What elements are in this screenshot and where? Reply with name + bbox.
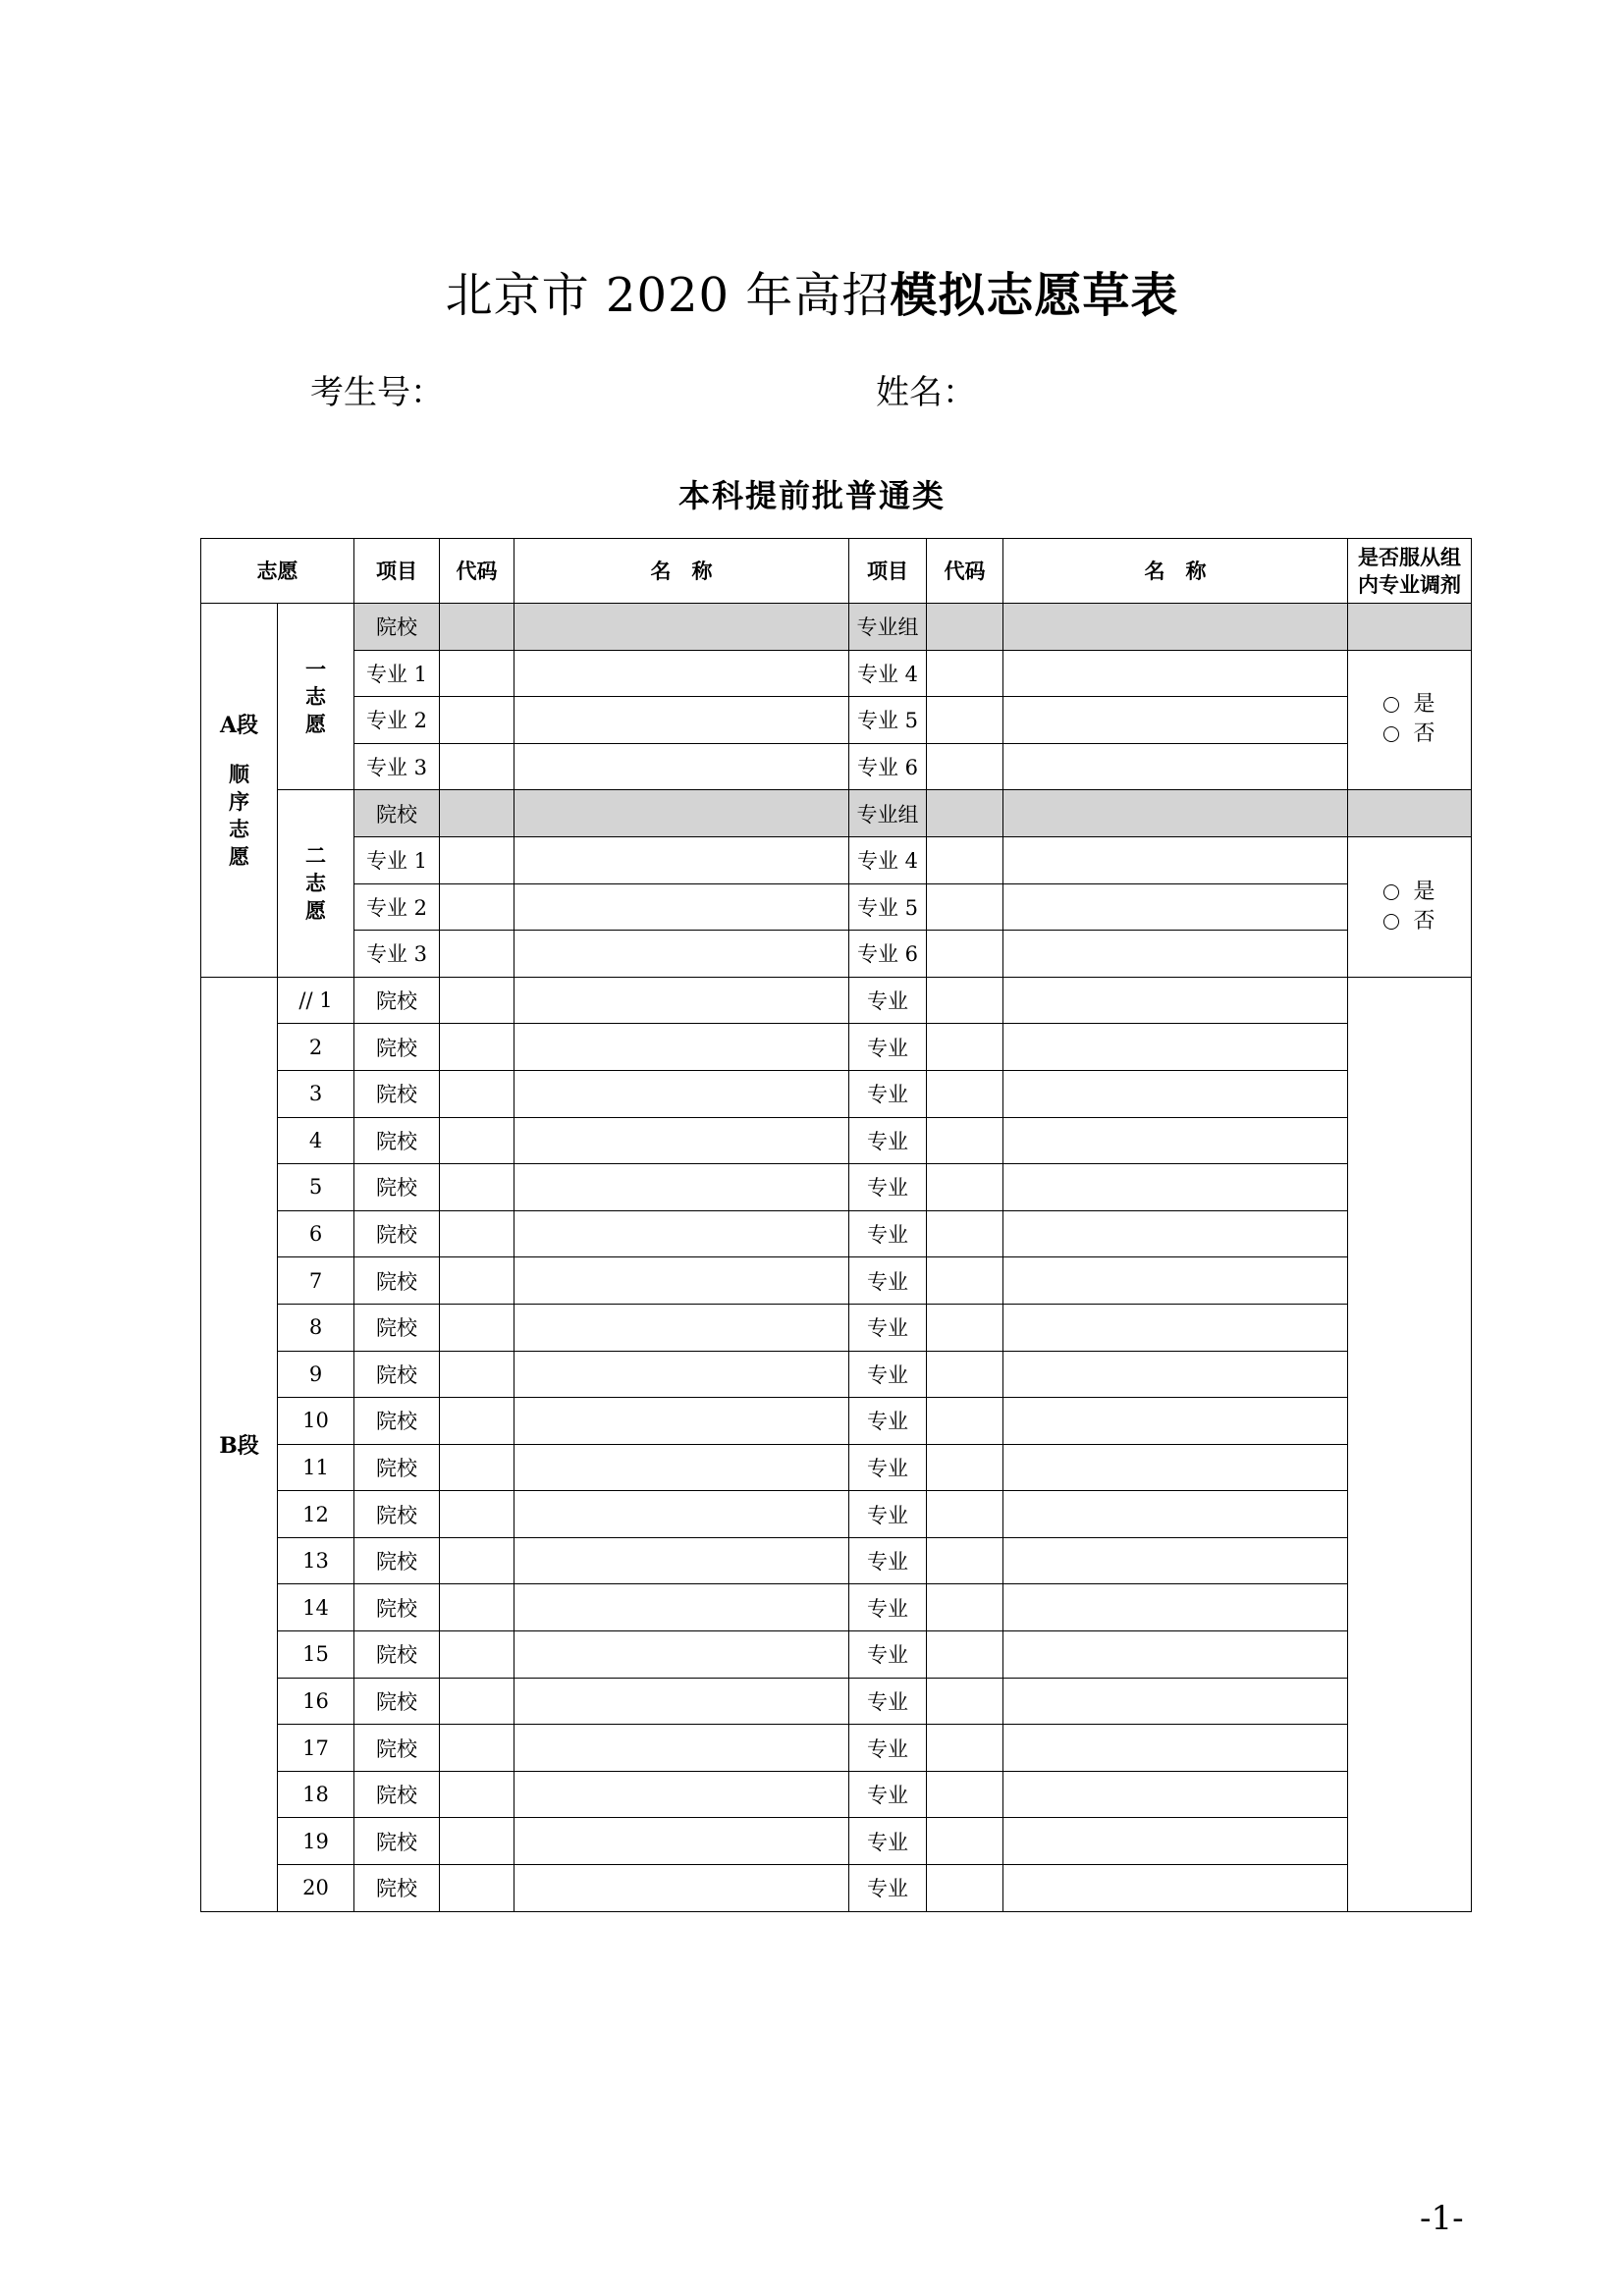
b-major-name-cell[interactable] <box>1003 1771 1348 1818</box>
b-row-number: 8 <box>278 1304 354 1351</box>
major-left-code-cell[interactable] <box>440 931 514 978</box>
b-major-label: 专业 <box>849 1818 927 1865</box>
radio-circle-icon[interactable] <box>1383 697 1399 713</box>
b-school-label: 院校 <box>354 1257 440 1305</box>
a-group-school-row <box>201 604 1472 651</box>
obey-yes-label: 是 <box>1413 692 1435 718</box>
b-major-name-cell[interactable] <box>1003 1818 1348 1865</box>
b-major-label: 专业 <box>849 1117 927 1164</box>
b-row-number: 10 <box>278 1398 354 1445</box>
b-row <box>201 1865 1472 1912</box>
b-major-name-cell[interactable] <box>1003 1304 1348 1351</box>
b-school-code-cell[interactable] <box>440 1351 514 1398</box>
b-school-label: 院校 <box>354 1164 440 1211</box>
b-major-code-cell[interactable] <box>927 1865 1003 1912</box>
section-subtitle: 本科提前批普通类 <box>677 477 946 514</box>
radio-circle-icon[interactable] <box>1383 726 1399 742</box>
b-school-code-cell[interactable] <box>440 1304 514 1351</box>
b-section-label-cell <box>201 977 278 1911</box>
b-school-label: 院校 <box>354 1725 440 1772</box>
b-major-name-cell[interactable] <box>1003 1024 1348 1071</box>
radio-circle-icon[interactable] <box>1383 914 1399 930</box>
application-form-table <box>200 538 1472 1912</box>
obey-cell-blank <box>1348 604 1472 651</box>
school-label: 院校 <box>354 790 440 837</box>
b-school-name-cell[interactable] <box>514 1024 849 1071</box>
major-right-name-cell[interactable] <box>1003 836 1348 883</box>
b-row-number: 20 <box>278 1865 354 1912</box>
b-row-number: 15 <box>278 1631 354 1679</box>
b-row <box>201 1631 1472 1679</box>
b-school-label: 院校 <box>354 1304 440 1351</box>
name-label: 姓名： <box>876 373 976 412</box>
major-right-name-cell[interactable] <box>1003 883 1348 931</box>
b-school-name-cell[interactable] <box>514 1818 849 1865</box>
b-school-label: 院校 <box>354 977 440 1024</box>
b-row-number: 18 <box>278 1771 354 1818</box>
b-major-name-cell[interactable] <box>1003 1631 1348 1679</box>
b-row-number: 6 <box>278 1210 354 1257</box>
obey-yes-option[interactable] <box>1348 878 1471 907</box>
a-major-row <box>201 836 1472 883</box>
major-right-label: 专业 5 <box>849 883 927 931</box>
a-major-row <box>201 650 1472 697</box>
header-obey-adjust: 是否服从组内专业调剂 <box>1348 539 1472 604</box>
b-major-code-cell[interactable] <box>927 1771 1003 1818</box>
b-school-name-cell[interactable] <box>514 1398 849 1445</box>
a-section-label-cell <box>201 604 278 978</box>
b-school-name-cell[interactable] <box>514 977 849 1024</box>
obey-adjust-cell <box>1348 836 1472 977</box>
a-group-label-cell <box>278 604 354 790</box>
major-left-code-cell[interactable] <box>440 743 514 790</box>
b-major-name-cell[interactable] <box>1003 1537 1348 1584</box>
obey-yes-option[interactable] <box>1348 690 1471 720</box>
b-major-code-cell[interactable] <box>927 1257 1003 1305</box>
b-school-code-cell[interactable] <box>440 1725 514 1772</box>
b-major-label: 专业 <box>849 1257 927 1305</box>
b-major-label: 专业 <box>849 1164 927 1211</box>
header-row <box>201 539 1472 604</box>
b-major-name-cell[interactable] <box>1003 1164 1348 1211</box>
obey-no-label: 否 <box>1413 721 1435 747</box>
b-major-name-cell[interactable] <box>1003 1725 1348 1772</box>
header-code-2: 代码 <box>927 539 1003 604</box>
b-major-code-cell[interactable] <box>927 1678 1003 1725</box>
b-school-label: 院校 <box>354 1678 440 1725</box>
b-school-name-cell[interactable] <box>514 1304 849 1351</box>
b-school-name-cell[interactable] <box>514 1678 849 1725</box>
header-zhiyuan: 志愿 <box>201 539 354 604</box>
b-row-number: 19 <box>278 1818 354 1865</box>
b-obey-blank-cell <box>1348 977 1472 1911</box>
b-school-name-cell[interactable] <box>514 1631 849 1679</box>
b-major-code-cell[interactable] <box>927 1351 1003 1398</box>
b-major-name-cell[interactable] <box>1003 1398 1348 1445</box>
major-right-label: 专业 4 <box>849 650 927 697</box>
b-school-name-cell[interactable] <box>514 1584 849 1631</box>
b-school-code-cell[interactable] <box>440 1537 514 1584</box>
school-code-cell[interactable] <box>440 604 514 651</box>
b-major-label: 专业 <box>849 1024 927 1071</box>
b-school-label: 院校 <box>354 1491 440 1538</box>
major-group-label: 专业组 <box>849 604 927 651</box>
major-left-name-cell[interactable] <box>514 697 849 744</box>
a-group-label-cell <box>278 790 354 977</box>
major-left-code-cell[interactable] <box>440 883 514 931</box>
a-group-school-row <box>201 790 1472 837</box>
major-group-label: 专业组 <box>849 790 927 837</box>
b-school-code-cell[interactable] <box>440 1117 514 1164</box>
b-row <box>201 1491 1472 1538</box>
b-major-code-cell[interactable] <box>927 1210 1003 1257</box>
header-item-2: 项目 <box>849 539 927 604</box>
b-row <box>201 1210 1472 1257</box>
major-left-code-cell[interactable] <box>440 650 514 697</box>
b-major-code-cell[interactable] <box>927 1491 1003 1538</box>
a-major-row <box>201 883 1472 931</box>
b-row <box>201 1771 1472 1818</box>
b-major-label: 专业 <box>849 1304 927 1351</box>
b-row <box>201 977 1472 1024</box>
b-school-label: 院校 <box>354 1351 440 1398</box>
header-name: 名 称 <box>514 539 849 604</box>
page-number: -1- <box>1420 2199 1464 2238</box>
b-major-code-cell[interactable] <box>927 1070 1003 1117</box>
b-school-label: 院校 <box>354 1584 440 1631</box>
b-school-name-cell[interactable] <box>514 1771 849 1818</box>
major-right-name-cell[interactable] <box>1003 743 1348 790</box>
major-left-label: 专业 2 <box>354 697 440 744</box>
b-major-code-cell[interactable] <box>927 1024 1003 1071</box>
b-school-name-cell[interactable] <box>514 1070 849 1117</box>
major-left-code-cell[interactable] <box>440 697 514 744</box>
a-major-row <box>201 697 1472 744</box>
b-major-code-cell[interactable] <box>927 1725 1003 1772</box>
major-left-label: 专业 3 <box>354 931 440 978</box>
b-major-name-cell[interactable] <box>1003 1070 1348 1117</box>
obey-yes-label: 是 <box>1413 879 1435 904</box>
b-school-code-cell[interactable] <box>440 977 514 1024</box>
b-major-label: 专业 <box>849 1631 927 1679</box>
b-major-label: 专业 <box>849 1210 927 1257</box>
radio-circle-icon[interactable] <box>1383 884 1399 900</box>
b-major-code-cell[interactable] <box>927 1537 1003 1584</box>
major-group-code-cell[interactable] <box>927 604 1003 651</box>
b-major-name-cell[interactable] <box>1003 1678 1348 1725</box>
b-major-name-cell[interactable] <box>1003 1210 1348 1257</box>
major-left-name-cell[interactable] <box>514 931 849 978</box>
a-major-row <box>201 743 1472 790</box>
b-major-label: 专业 <box>849 1444 927 1491</box>
b-school-name-cell[interactable] <box>514 1351 849 1398</box>
b-school-label: 院校 <box>354 1398 440 1445</box>
a-section-label: A段 <box>219 713 259 739</box>
b-school-code-cell[interactable] <box>440 1164 514 1211</box>
b-major-code-cell[interactable] <box>927 1631 1003 1679</box>
b-school-code-cell[interactable] <box>440 1024 514 1071</box>
b-major-code-cell[interactable] <box>927 1117 1003 1164</box>
b-major-code-cell[interactable] <box>927 1164 1003 1211</box>
major-left-name-cell[interactable] <box>514 836 849 883</box>
b-major-label: 专业 <box>849 1491 927 1538</box>
b-school-name-cell[interactable] <box>514 1865 849 1912</box>
b-school-name-cell[interactable] <box>514 1117 849 1164</box>
b-school-name-cell[interactable] <box>514 1725 849 1772</box>
major-group-name-cell[interactable] <box>1003 604 1348 651</box>
b-major-label: 专业 <box>849 1678 927 1725</box>
major-right-code-cell[interactable] <box>927 836 1003 883</box>
b-school-name-cell[interactable] <box>514 1537 849 1584</box>
b-school-label: 院校 <box>354 1117 440 1164</box>
b-row <box>201 1584 1472 1631</box>
b-major-label: 专业 <box>849 1398 927 1445</box>
b-school-code-cell[interactable] <box>440 1865 514 1912</box>
major-right-label: 专业 4 <box>849 836 927 883</box>
b-major-name-cell[interactable] <box>1003 1351 1348 1398</box>
major-right-code-cell[interactable] <box>927 650 1003 697</box>
b-school-code-cell[interactable] <box>440 1398 514 1445</box>
school-name-cell[interactable] <box>514 604 849 651</box>
header-name-2: 名 称 <box>1003 539 1348 604</box>
a-section-label2: 顺序志愿 <box>229 762 249 870</box>
exam-number-label: 考生号： <box>310 373 444 412</box>
a-group-label: 一志愿 <box>305 656 326 736</box>
major-right-code-cell[interactable] <box>927 743 1003 790</box>
b-major-label: 专业 <box>849 1351 927 1398</box>
b-school-label: 院校 <box>354 1444 440 1491</box>
obey-adjust-cell <box>1348 650 1472 790</box>
b-row <box>201 1070 1472 1117</box>
b-major-code-cell[interactable] <box>927 1584 1003 1631</box>
b-row-number: 14 <box>278 1584 354 1631</box>
b-row <box>201 1818 1472 1865</box>
major-right-label: 专业 6 <box>849 743 927 790</box>
b-school-name-cell[interactable] <box>514 1210 849 1257</box>
obey-cell-blank <box>1348 790 1472 837</box>
b-major-code-cell[interactable] <box>927 1444 1003 1491</box>
b-row-number: 3 <box>278 1070 354 1117</box>
b-major-label: 专业 <box>849 1725 927 1772</box>
b-major-code-cell[interactable] <box>927 1304 1003 1351</box>
b-row-number: 5 <box>278 1164 354 1211</box>
b-school-code-cell[interactable] <box>440 1210 514 1257</box>
a-section <box>201 604 1472 978</box>
major-right-code-cell[interactable] <box>927 883 1003 931</box>
b-row-number: 7 <box>278 1257 354 1305</box>
b-section-label: B段 <box>219 1432 259 1459</box>
b-major-label: 专业 <box>849 1865 927 1912</box>
obey-no-option[interactable] <box>1348 907 1471 936</box>
b-row-number: 11 <box>278 1444 354 1491</box>
b-row-number: 17 <box>278 1725 354 1772</box>
major-group-name-cell[interactable] <box>1003 790 1348 837</box>
b-major-name-cell[interactable] <box>1003 1257 1348 1305</box>
b-school-code-cell[interactable] <box>440 1491 514 1538</box>
b-major-label: 专业 <box>849 1771 927 1818</box>
header-code: 代码 <box>440 539 514 604</box>
b-row-number: 13 <box>278 1537 354 1584</box>
b-school-label: 院校 <box>354 1024 440 1071</box>
major-left-label: 专业 1 <box>354 836 440 883</box>
school-label: 院校 <box>354 604 440 651</box>
major-right-label: 专业 6 <box>849 931 927 978</box>
b-school-label: 院校 <box>354 1818 440 1865</box>
major-left-name-cell[interactable] <box>514 650 849 697</box>
major-right-name-cell[interactable] <box>1003 697 1348 744</box>
a-major-row <box>201 931 1472 978</box>
header-item: 项目 <box>354 539 440 604</box>
b-school-code-cell[interactable] <box>440 1678 514 1725</box>
b-row <box>201 1398 1472 1445</box>
b-major-code-cell[interactable] <box>927 1398 1003 1445</box>
b-school-name-cell[interactable] <box>514 1164 849 1211</box>
b-major-label: 专业 <box>849 977 927 1024</box>
b-row <box>201 1537 1472 1584</box>
b-school-code-cell[interactable] <box>440 1257 514 1305</box>
b-school-name-cell[interactable] <box>514 1444 849 1491</box>
b-major-name-cell[interactable] <box>1003 1117 1348 1164</box>
major-right-name-cell[interactable] <box>1003 931 1348 978</box>
b-row <box>201 1725 1472 1772</box>
major-left-code-cell[interactable] <box>440 836 514 883</box>
major-left-name-cell[interactable] <box>514 883 849 931</box>
b-row <box>201 1024 1472 1071</box>
b-major-name-cell[interactable] <box>1003 1584 1348 1631</box>
b-school-code-cell[interactable] <box>440 1771 514 1818</box>
b-school-label: 院校 <box>354 1631 440 1679</box>
major-right-code-cell[interactable] <box>927 931 1003 978</box>
b-row <box>201 1257 1472 1305</box>
b-row-number: 2 <box>278 1024 354 1071</box>
b-school-code-cell[interactable] <box>440 1818 514 1865</box>
b-major-name-cell[interactable] <box>1003 1444 1348 1491</box>
b-section <box>201 977 1472 1911</box>
school-name-cell[interactable] <box>514 790 849 837</box>
major-left-label: 专业 1 <box>354 650 440 697</box>
b-major-code-cell[interactable] <box>927 977 1003 1024</box>
b-major-label: 专业 <box>849 1537 927 1584</box>
b-school-name-cell[interactable] <box>514 1257 849 1305</box>
b-row-number: 4 <box>278 1117 354 1164</box>
major-right-name-cell[interactable] <box>1003 650 1348 697</box>
obey-no-option[interactable] <box>1348 720 1471 749</box>
major-right-code-cell[interactable] <box>927 697 1003 744</box>
b-row-number: // 1 <box>278 977 354 1024</box>
b-school-code-cell[interactable] <box>440 1584 514 1631</box>
b-row <box>201 1117 1472 1164</box>
major-right-label: 专业 5 <box>849 697 927 744</box>
b-row-number: 12 <box>278 1491 354 1538</box>
school-code-cell[interactable] <box>440 790 514 837</box>
b-major-name-cell[interactable] <box>1003 1491 1348 1538</box>
b-school-code-cell[interactable] <box>440 1631 514 1679</box>
b-school-label: 院校 <box>354 1210 440 1257</box>
major-left-label: 专业 2 <box>354 883 440 931</box>
b-school-label: 院校 <box>354 1070 440 1117</box>
b-school-name-cell[interactable] <box>514 1491 849 1538</box>
b-row <box>201 1678 1472 1725</box>
page-title: 北京市 2020 年高招模拟志愿草表 <box>445 268 1179 323</box>
b-school-label: 院校 <box>354 1537 440 1584</box>
b-major-label: 专业 <box>849 1070 927 1117</box>
obey-no-label: 否 <box>1413 908 1435 934</box>
b-row-number: 9 <box>278 1351 354 1398</box>
b-row <box>201 1351 1472 1398</box>
b-school-label: 院校 <box>354 1771 440 1818</box>
major-left-name-cell[interactable] <box>514 743 849 790</box>
b-major-name-cell[interactable] <box>1003 977 1348 1024</box>
b-major-code-cell[interactable] <box>927 1818 1003 1865</box>
b-row-number: 16 <box>278 1678 354 1725</box>
b-school-code-cell[interactable] <box>440 1070 514 1117</box>
b-row <box>201 1444 1472 1491</box>
b-major-label: 专业 <box>849 1584 927 1631</box>
b-major-name-cell[interactable] <box>1003 1865 1348 1912</box>
major-group-code-cell[interactable] <box>927 790 1003 837</box>
major-left-label: 专业 3 <box>354 743 440 790</box>
b-row <box>201 1304 1472 1351</box>
b-row <box>201 1164 1472 1211</box>
b-school-label: 院校 <box>354 1865 440 1912</box>
b-school-code-cell[interactable] <box>440 1444 514 1491</box>
a-group-label: 二志愿 <box>305 843 326 924</box>
